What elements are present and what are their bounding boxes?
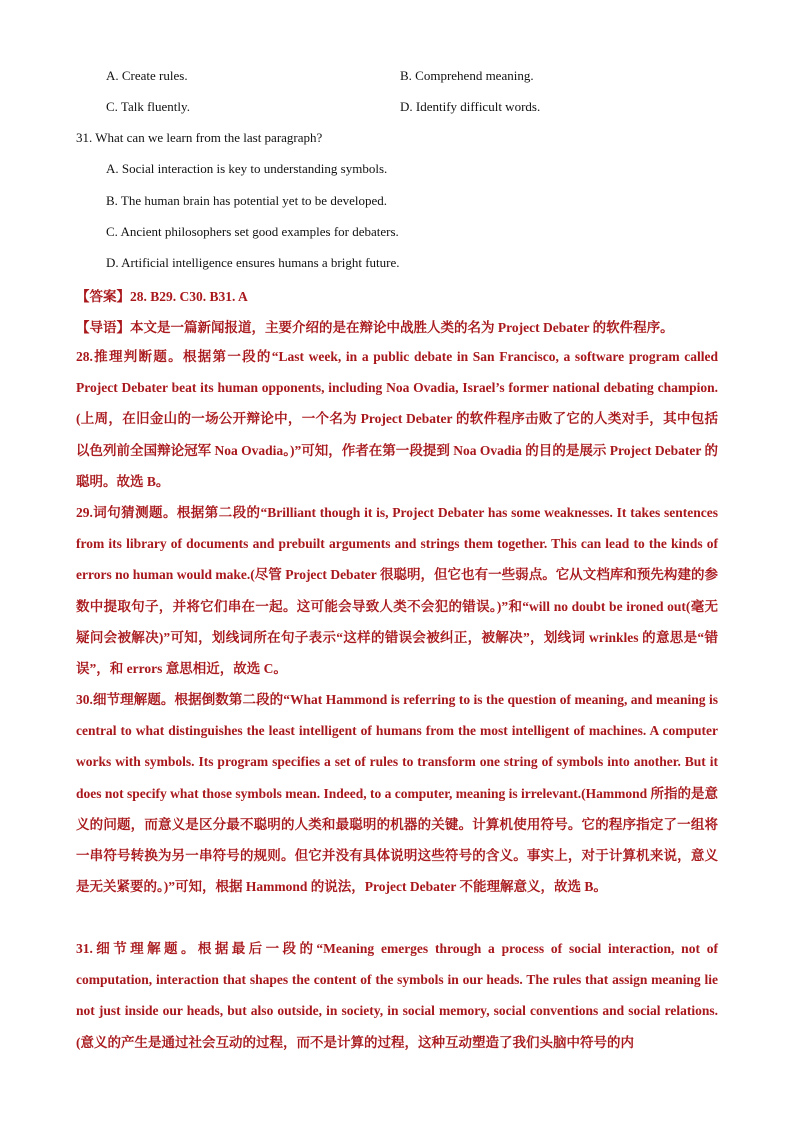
q30-option-c[interactable]: C. Talk fluently. [106,99,190,114]
q31-option-b[interactable]: B. The human brain has potential yet to be developed. [106,193,387,208]
explanation-29: 29.词句猜测题。根据第二段的“Brilliant though it is, Project Debater has some weaknesses. It takes sentences from its library of documents and prebuilt arguments and strings them together. This can lead to the kinds of errors no human would make.(尽管 Project Debater 很聪明，但它也有一些弱点。它从文档库和预先构建的参数中提取句子，并将它们串在一起。这可能会导致人类不会犯的错误。)”和“will no doubt be ironed out(毫无疑问会被解决)”可知，划线词所在句子表示“这样的错误会被纠正，被解决”，划线词 wrinkles 的意思是“错误”，和 errors 意思相近，故选 C。 [76,505,718,677]
explanation-31: 31.细节理解题。根据最后一段的“Meaning emerges through a process of social interaction, not of computation, interaction that shapes the content of the symbols in our heads. The rules that assign meaning lie not just inside our heads, but also outside, in society, in social memory, social conventions and social relations.(意义的产生是通过社会互动的过程，而不是计算的过程，这种互动塑造了我们头脑中符号的内 [76,941,718,1050]
q31-stem: 31. What can we learn from the last paragraph? [76,130,323,145]
q30-option-b[interactable]: B. Comprehend meaning. [400,68,534,83]
q31-option-c[interactable]: C. Ancient philosophers set good examples for debaters. [106,224,399,239]
explanation-30: 30.细节理解题。根据倒数第二段的“What Hammond is referring to is the question of meaning, and meaning is central to what distinguishes the least intelligent of humans from the most intelligent of machines. A computer works with symbols. Its program specifies a set of rules to transform one string of symbols into another. But it does not specify what those symbols mean. Indeed, to a computer, meaning is irrelevant.(Hammond 所指的是意义的问题，而意义是区分最不聪明的人类和最聪明的机器的关键。计算机使用符号。它的程序指定了一组将一串符号转换为另一串符号的规则。但它并没有具体说明这些符号的含义。事实上，对于计算机来说，意义是无关紧要的。)”可知，根据 Hammond 的说法，Project Debater 不能理解意义，故选 B。 [76,692,719,895]
q31-option-a[interactable]: A. Social interaction is key to understanding symbols. [106,161,388,176]
q30-options-row-1 [106,68,666,88]
answer-key: 【答案】28. B29. C30. B31. A [76,289,248,304]
q30-options-row-2 [106,99,666,119]
q30-option-d[interactable]: D. Identify difficult words. [400,99,541,114]
q31-option-d[interactable]: D. Artificial intelligence ensures humans a bright future. [106,255,400,270]
intro-guide: 【导语】本文是一篇新闻报道，主要介绍的是在辩论中战胜人类的名为 Project Debater 的软件程序。 [76,320,674,335]
explanation-28: 28.推理判断题。根据第一段的“Last week, in a public debate in San Francisco, a software program called Project Debater beat its human opponents, including Noa Ovadia, Israel’s former national debating champion.(上周，在旧金山的一场公开辩论中，一个名为 Project Debater 的软件程序击败了它的人类对手，其中包括以色列前全国辩论冠军 Noa Ovadia。)”可知，作者在第一段提到 Noa Ovadia 的目的是展示 Project Debater 的聪明。故选 B。 [76,349,718,489]
q30-option-a[interactable]: A. Create rules. [106,68,188,83]
